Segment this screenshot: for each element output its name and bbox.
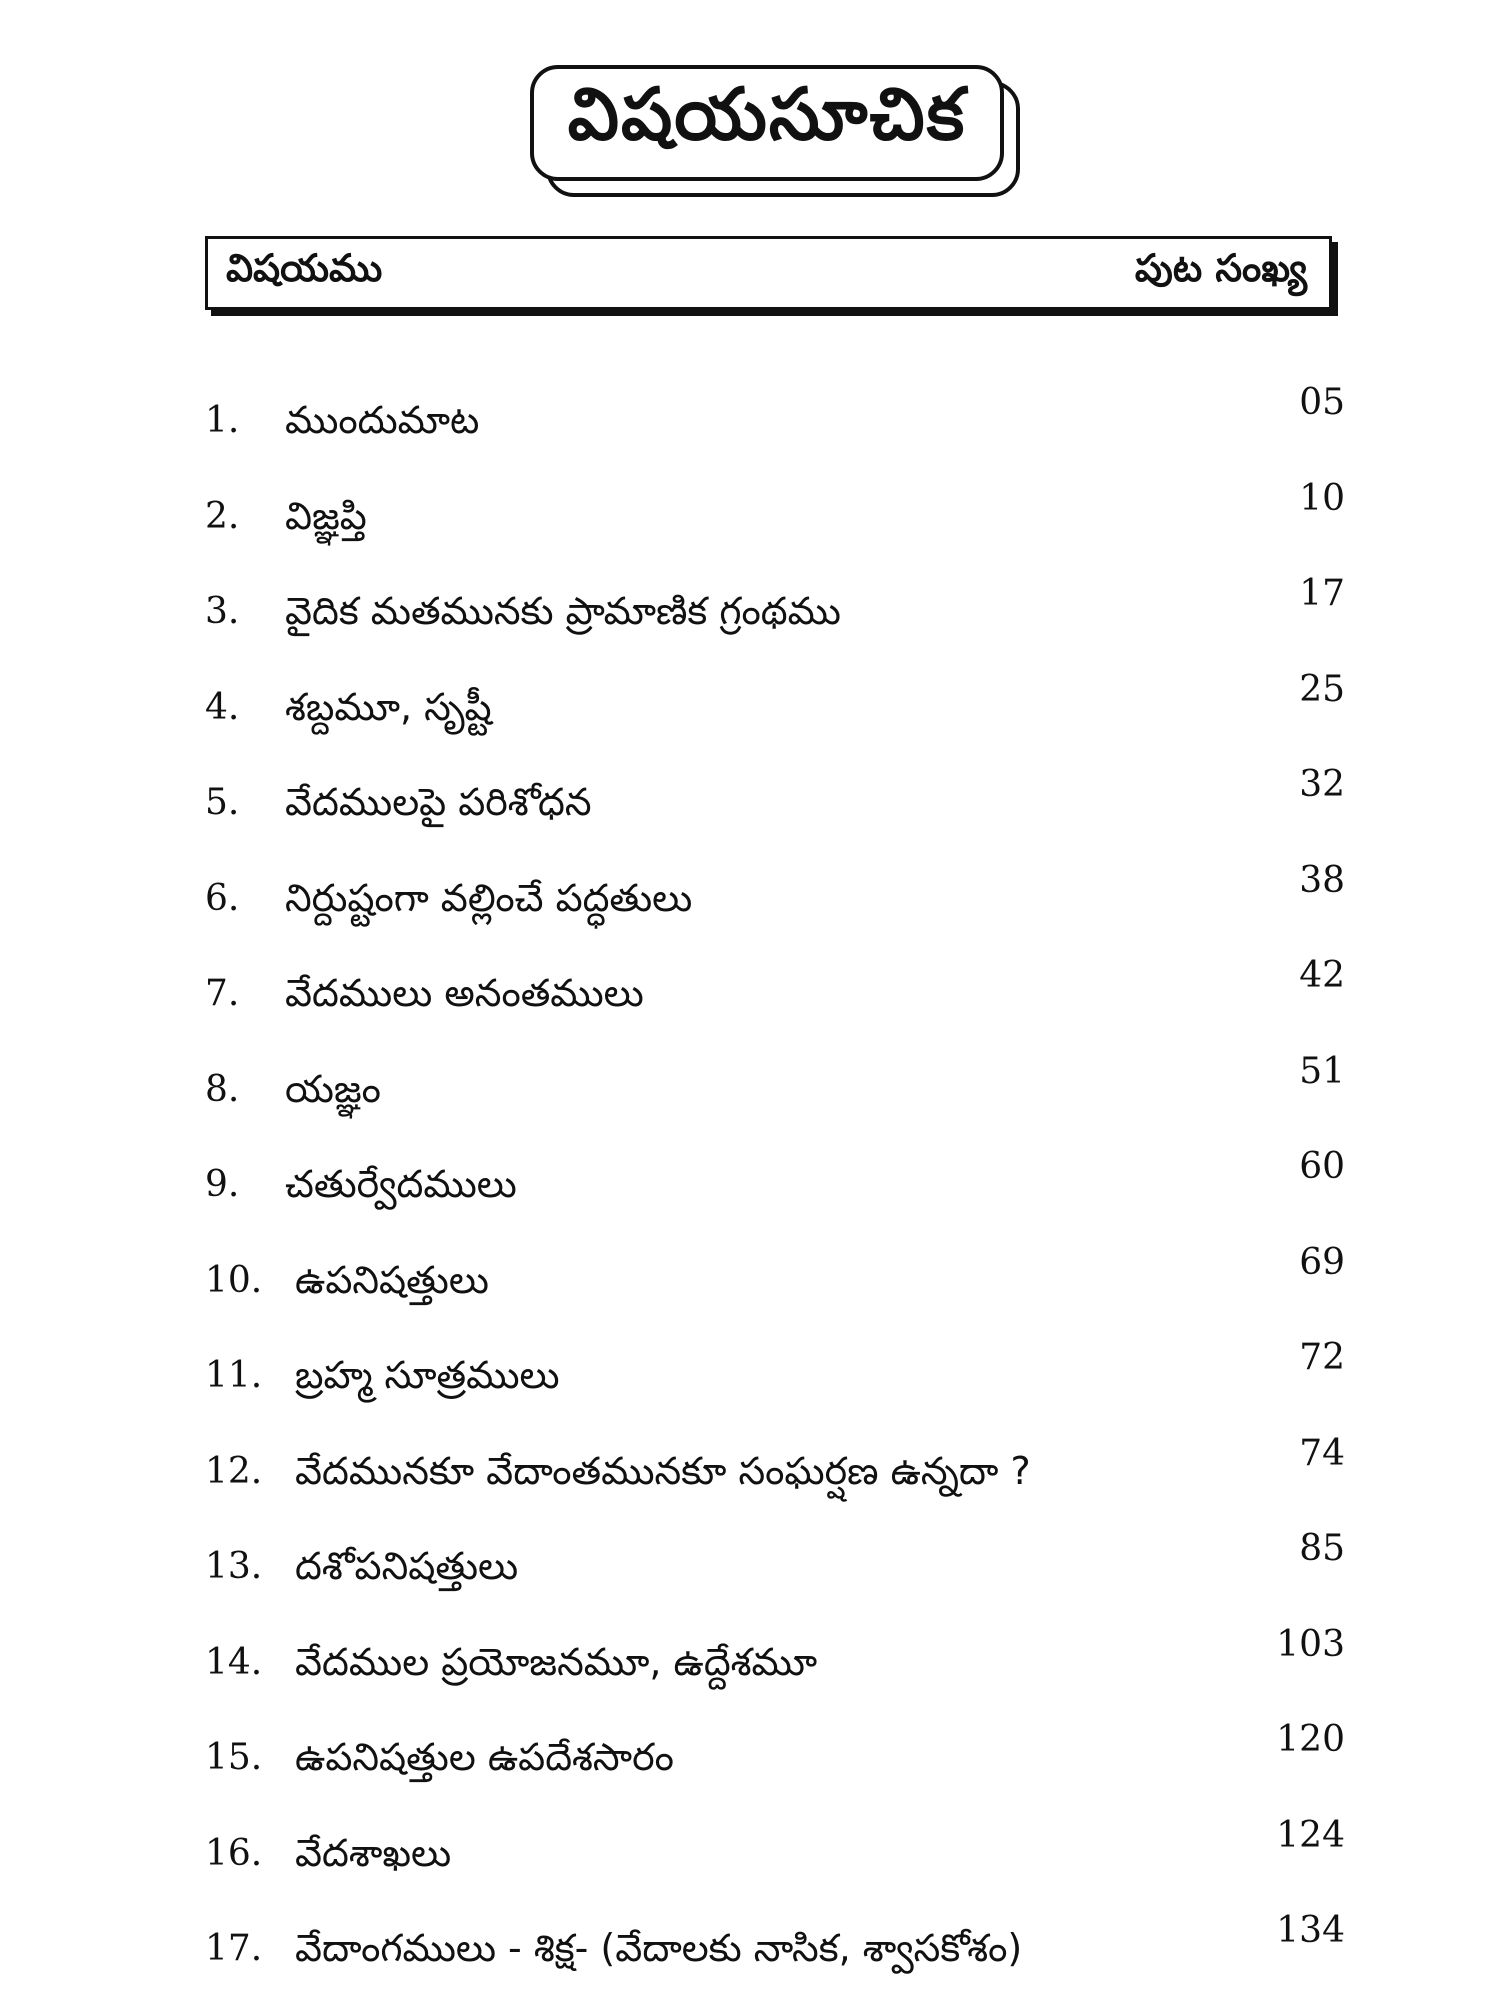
toc-entry[interactable] [205,953,1345,1049]
entry-number: 15. [205,1737,263,1778]
page-title: విషయసూచిక [567,72,967,156]
entry-title: వేదములు అనంతములు [285,971,644,1015]
toc-entry[interactable] [205,1717,1345,1813]
entry-number: 5. [205,782,240,823]
entry-title: ఉపనిషత్తుల ఉపదేశసారం [295,1735,674,1779]
toc-entry[interactable] [205,1526,1345,1622]
entry-page-number: 134 [1276,1910,1345,1951]
toc-list [205,380,1345,2004]
entry-page-number: 10 [1299,477,1345,519]
entry-page-number: 85 [1299,1528,1345,1569]
entry-number: 14. [205,1641,263,1683]
entry-title: నిర్దుష్టంగా వల్లించే పద్ధతులు [285,875,693,920]
entry-title: వేదములపై పరిశోధన [285,780,592,824]
entry-number: 1. [205,400,240,441]
header-subject-label: విషయము [226,246,383,290]
entry-page-number: 42 [1299,955,1345,996]
entry-title: యజ్ఞం [285,1066,381,1111]
entry-page-number: 05 [1299,382,1345,423]
toc-entry[interactable] [205,1908,1345,2004]
entry-title: వేదముల ప్రయోజనమూ, ఉద్దేశమూ [295,1639,818,1684]
entry-title: బ్రహ్మ సూత్రములు [295,1353,560,1397]
entry-number: 17. [205,1928,263,1969]
entry-number: 7. [205,973,240,1014]
entry-title: ముందుమాట [285,398,480,442]
entry-title: వేదశాఖలు [295,1830,452,1875]
entry-number: 8. [205,1068,240,1110]
entry-page-number: 103 [1276,1623,1345,1665]
entry-number: 6. [205,877,240,919]
entry-page-number: 25 [1299,668,1345,710]
toc-entry[interactable] [205,1622,1345,1718]
toc-entry[interactable] [205,380,1345,476]
entry-title: విజ్ఞప్తి [285,493,367,538]
entry-page-number: 74 [1299,1432,1345,1474]
entry-page-number: 69 [1299,1241,1345,1283]
entry-page-number: 72 [1299,1337,1345,1378]
toc-entry[interactable] [205,1813,1345,1909]
entry-page-number: 38 [1299,859,1345,901]
entry-title: వైదిక మతమునకు ప్రామాణిక గ్రంథము [285,589,841,633]
entry-number: 13. [205,1546,263,1587]
toc-entry[interactable] [205,667,1345,763]
toc-entry[interactable] [205,1431,1345,1527]
entry-page-number: 120 [1276,1719,1345,1760]
entry-number: 12. [205,1450,263,1492]
entry-title: వేదాంగములు - శిక్ష- (వేదాలకు నాసిక, శ్వాసకోశం) [295,1926,1023,1970]
toc-entry[interactable] [205,858,1345,954]
entry-number: 16. [205,1832,263,1874]
toc-header [205,236,1332,310]
entry-number: 10. [205,1259,263,1301]
title-badge [530,65,1020,200]
entry-number: 11. [205,1355,263,1396]
toc-entry[interactable] [205,1240,1345,1336]
entry-title: ఉపనిషత్తులు [295,1257,489,1302]
title-box [530,65,1004,181]
toc-entry[interactable] [205,1335,1345,1431]
entry-page-number: 32 [1299,764,1345,805]
entry-number: 9. [205,1164,240,1205]
toc-entry[interactable] [205,1144,1345,1240]
entry-page-number: 17 [1299,573,1345,614]
entry-page-number: 124 [1276,1814,1345,1856]
entry-title: దశోపనిషత్తులు [295,1544,519,1588]
toc-entry[interactable] [205,762,1345,858]
toc-entry[interactable] [205,1049,1345,1145]
entry-title: వేదమునకూ వేదాంతమునకూ సంఘర్షణ ఉన్నదా ? [295,1448,1031,1493]
entry-page-number: 51 [1299,1050,1345,1092]
entry-page-number: 60 [1299,1146,1345,1187]
header-page-label: పుట సంఖ్య [1134,246,1307,290]
entry-number: 2. [205,495,240,537]
entry-number: 4. [205,686,240,728]
toc-entry[interactable] [205,571,1345,667]
entry-title: చతుర్వేదములు [285,1162,517,1206]
entry-number: 3. [205,591,240,632]
toc-entry[interactable] [205,476,1345,572]
entry-title: శబ్దమూ, సృష్టీ [285,684,492,729]
